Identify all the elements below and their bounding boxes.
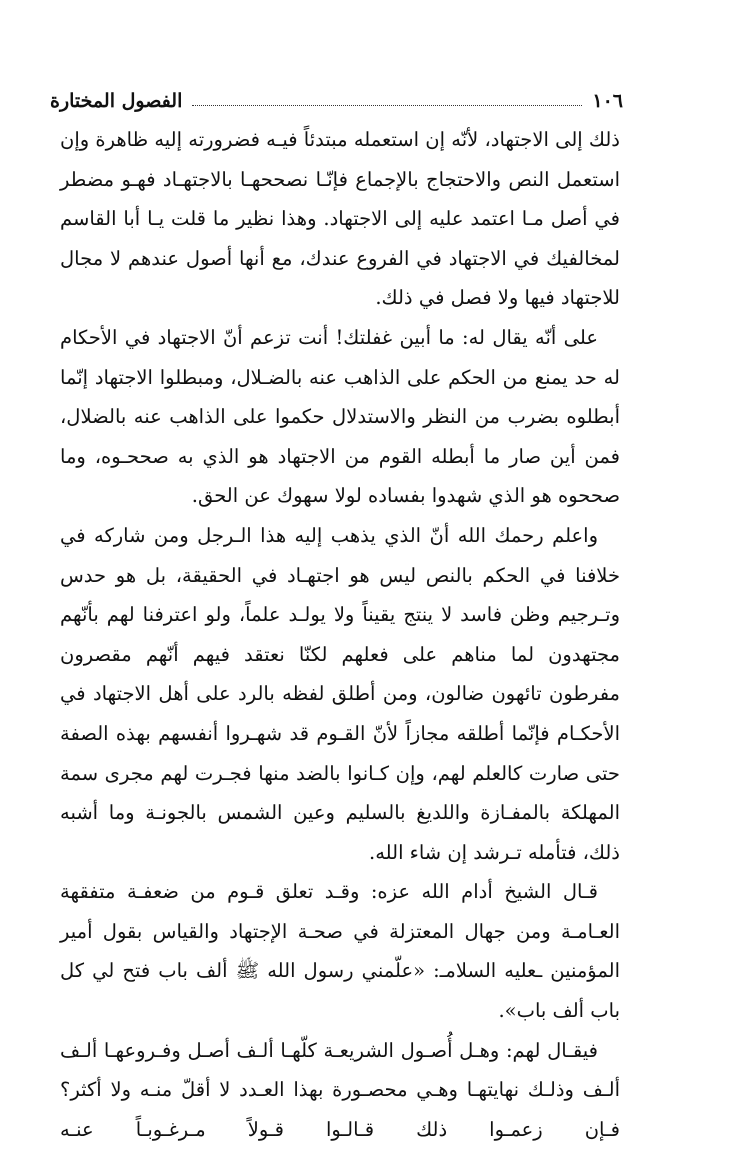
paragraph-ijtihad-meaning: واعلم رحمك الله أنّ الذي يذهب إليه هذا الـرجل ومن شاركه في خلافنا في الحكم بالنص ليس هو اجتهـاد في الحقيقة، بل هو حدس وتـرجيم وظن فاسد لا ينتج يقيناً ولا يولـد علماً، ولو اعترفنا لهم بأنّهم مجتهدون لما مناهم على فعلهم لكنّا نعتقد فيهم أنّهم مقصرون مفرطون تائهون ضالون، ومن أطلق لفظه بالرد على أهل الاجتهاد في الأحكـام فإنّما أطلقه مجازاً لأنّ القـوم قد شهـروا أنفسهم بهذه الصفة حتى صارت كالعلم لهم، وإن كـانوا بالضد منها فجـرت لهم مجرى سمة المهلكة بالمفـازة واللديغ بالسليم وعين الشمس بالجونـة وما أشبه ذلك، فتأمله تـرشد إن شاء الله. xyxy=(60,523,621,864)
page-number: ١٠٦ xyxy=(592,90,623,112)
paragraph-rebuttal: على أنّه يقال له: ما أبين غفلتك! أنت تزعم أنّ الاجتهاد في الأحكام له حد يمنع من الحكم على الذاهب عنه بالضـلال، ومبطلوا الاجتهاد إنّما أبطلوه بضرب من النظر والاستدلال حكموا على الذاهب عنه بالضلال، فمن أين صار ما أبطله القوم من الاجتهاد هو الذي به صححـوه، وما صححوه هو الذي شهدوا بفساده لولا سهوك عن الحق. xyxy=(60,325,620,508)
paragraph-continuation: ذلك إلى الاجتهاد، لأنّه إن استعمله مبتدئاً فيـه فضرورته إليه ظاهرة وإن استعمل النص والاحتجاج بالإجماع فإنّـا نصححهـا بالاجتهـاد فهـو مضطر في أصل مـا اعتمد عليه إلى الاجتهاد. وهذا نظير ما قلت يـا أبا القاسم لمخالفيك في الاجتهاد في الفروع عندك، مع أنها أصول عندهم لا مجال للاجتهاد فيها ولا فصل في ذلك. xyxy=(60,128,620,310)
body-text xyxy=(60,120,620,1149)
header-dotted-rule xyxy=(192,104,582,106)
page-header xyxy=(50,78,623,112)
paragraph-response: فيقـال لهم: وهـل أُصـول الشريعـة كلّهـا ألـف أصـل وفـروعهـا ألـف ألـف وذلـك نهايتهـا وهـي محصـورة بهذا العـدد لا أقلّ منـه ولا أكثر؟ فـإن زعمـوا ذلك قـالـوا قـولاً مـرغـوبـاً عنـه xyxy=(60,1038,620,1141)
book-title: الفصول المختارة xyxy=(50,90,183,112)
paragraph-sheikh-statement: قـال الشيخ أدام الله عزه: وقـد تعلق قـوم من ضعفـة متفقهة العـامـة ومن جهال المعتزلة في صحـة الإجتهاد والقياس بقول أمير المؤمنين ـعليه السلامـ: «علّمني رسول الله ﷺ ألف باب فتح لي كل باب ألف باب». xyxy=(60,880,620,1023)
